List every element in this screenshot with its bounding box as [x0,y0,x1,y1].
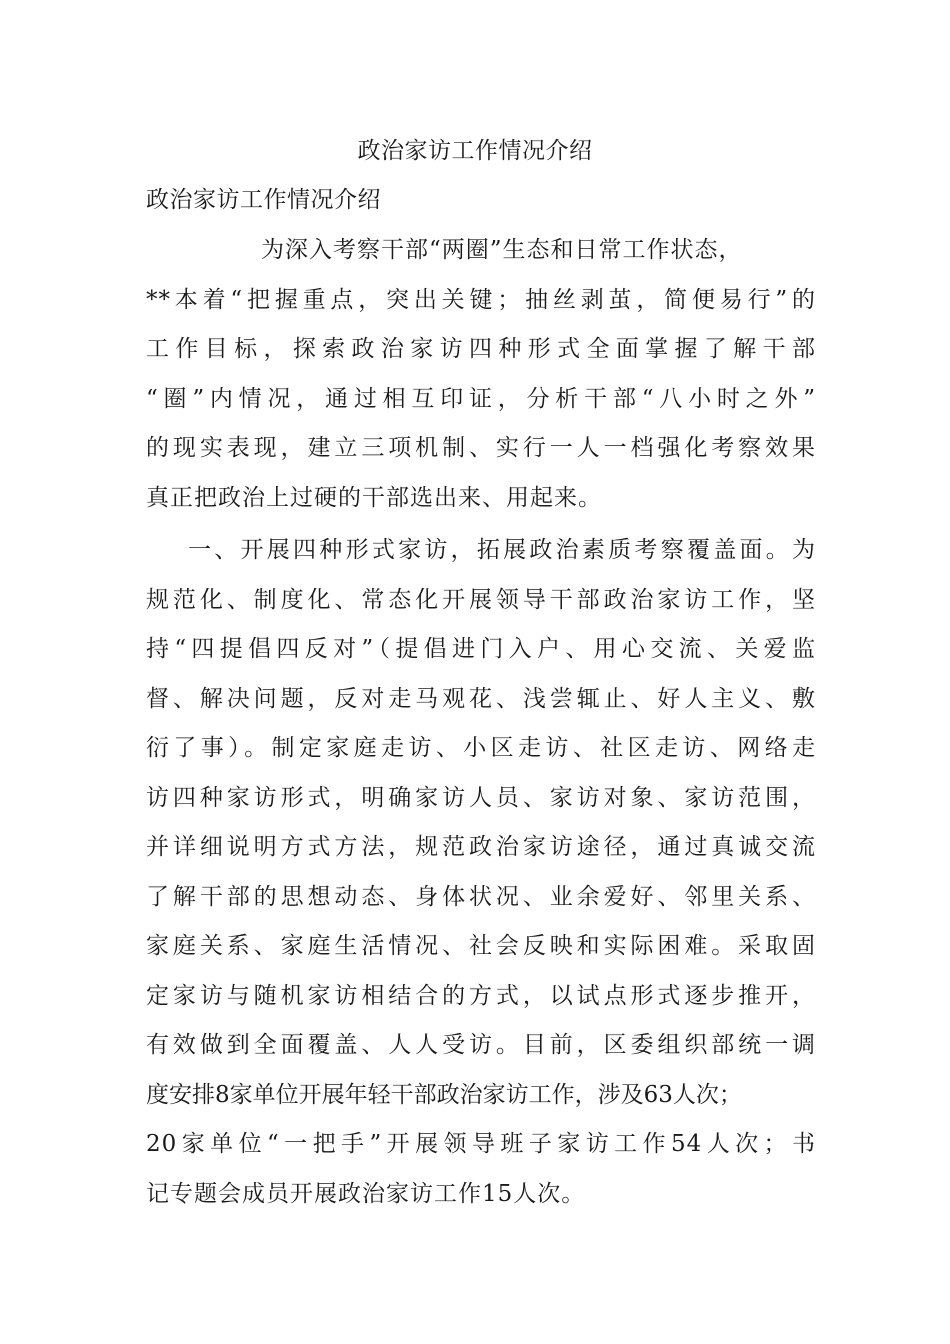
paragraph-line: 记专题会成员开展政治家访工作15人次。 [146,1180,586,1207]
paragraph-line: 衍了事）。制定家庭走访、小区走访、社区走访、网络走 [146,735,816,761]
paragraph-line: 并详细说明方式方法，规范政治家访途径，通过真诚交流 [146,834,816,860]
paragraph-line: 访四种家访形式，明确家访人员、家访对象、家访范围， [146,784,816,811]
document-subtitle: 政治家访工作情况介绍 [146,187,381,213]
paragraph-line: 度安排8家单位开展年轻干部政治家访工作，涉及63人次； [146,1081,742,1108]
paragraph-line: 有效做到全面覆盖、人人受访。目前，区委组织部统一调 [146,1032,816,1058]
paragraph-line: **本着“把握重点，突出关键；抽丝剥茧，简便易行”的 [146,286,816,313]
paragraph-line: “圈”内情况，通过相互印证，分析干部“八小时之外” [146,385,816,412]
paragraph-line: 20家单位“一把手”开展领导班子家访工作54人次；书 [146,1131,816,1157]
paragraph-line: 了解干部的思想动态、身体状况、业余爱好、邻里关系、 [146,883,816,910]
paragraph-line: 为深入考察干部“两圈”生态和日常工作状态， [261,237,743,263]
paragraph-line: 督、解决问题，反对走马观花、浅尝辄止、好人主义、敷 [146,685,816,712]
paragraph-section-one [146,526,816,1219]
paragraph-line: 的现实表现，建立三项机制、实行一人一档强化考察效果 [146,435,816,461]
paragraph-line: 一、开展四种形式家访，拓展政治素质考察覆盖面。为 [188,537,816,563]
paragraph-line: 真正把政治上过硬的干部选出来、用起来。 [146,484,602,511]
paragraph-intro [146,226,816,523]
paragraph-line: 持“四提倡四反对”（提倡进门入户、用心交流、关爱监 [146,636,816,662]
paragraph-line: 工作目标，探索政治家访四种形式全面掌握了解干部 [146,336,816,362]
document-title: 政治家访工作情况介绍 [357,138,593,164]
paragraph-line: 定家访与随机家访相结合的方式，以试点形式逐步推开， [146,982,816,1009]
paragraph-line: 家庭关系、家庭生活情况、社会反映和实际困难。采取固 [146,933,816,959]
paragraph-line: 规范化、制度化、常态化开展领导干部政治家访工作，坚 [146,586,816,613]
